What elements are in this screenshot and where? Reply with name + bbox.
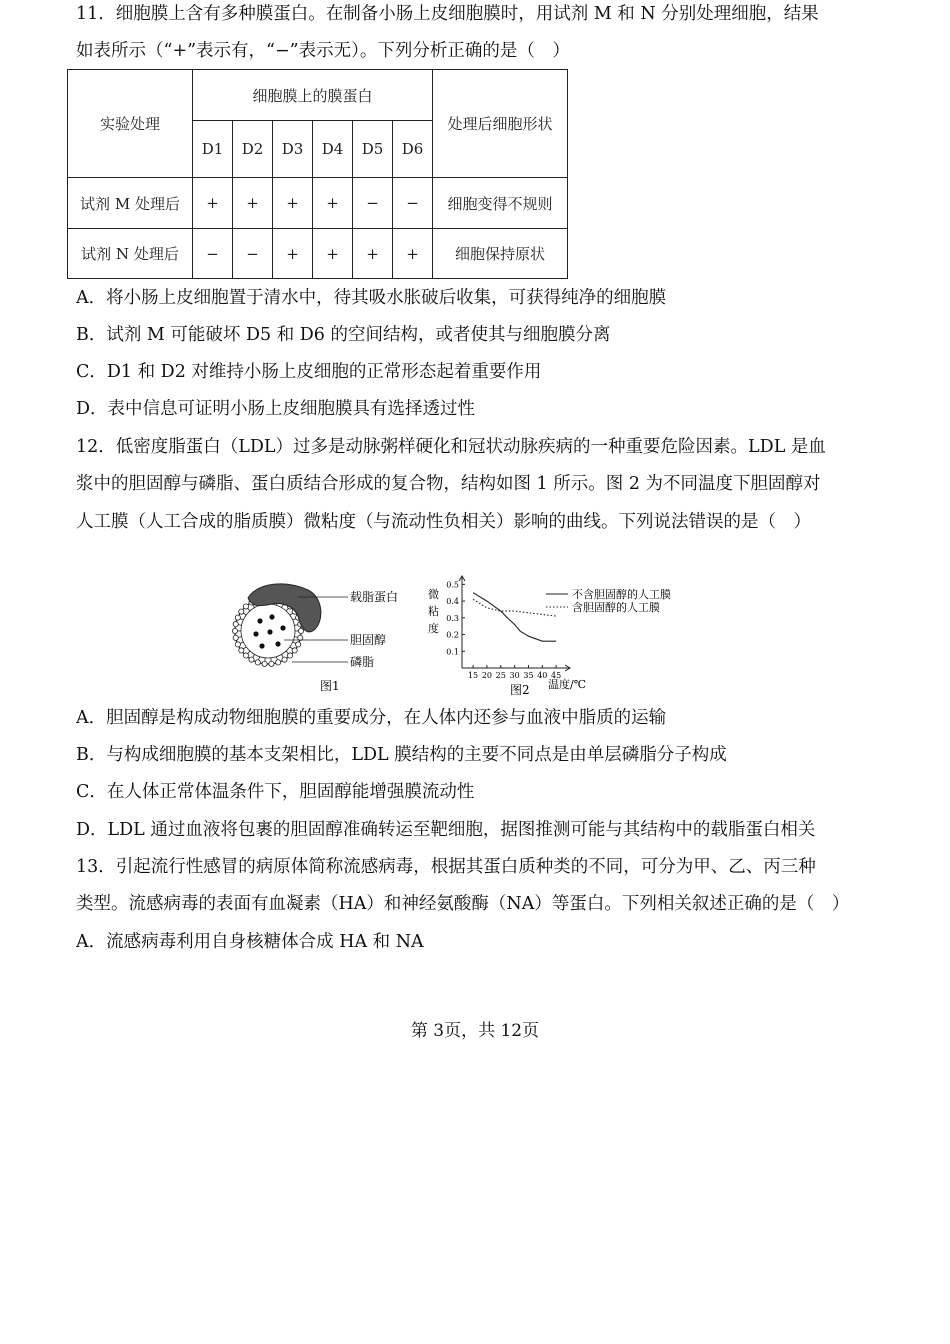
- table-cell: −: [393, 178, 433, 229]
- cholesterol-dot: [269, 614, 274, 619]
- x-tick-label: 35: [523, 671, 534, 680]
- q12-stem-line1: 12．低密度脂蛋白（LDL）过多是动脉粥样硬化和冠状动脉疾病的一种重要危险因素。LDL 是血: [76, 437, 826, 457]
- cholesterol-dot: [253, 631, 258, 636]
- q12-stem-line3: 人工膜（人工合成的脂质膜）微粘度（与流动性负相关）影响的曲线。下列说法错误的是（ ）: [76, 512, 811, 532]
- phospholipid-head: [239, 648, 244, 653]
- x-tick-label: 30: [509, 671, 520, 680]
- q12-stem-line2: 浆中的胆固醇与磷脂、蛋白质结合形成的复合物，结构如图 1 所示。图 2 为不同温度下胆固醇对: [76, 474, 821, 494]
- table-cell: +: [193, 178, 233, 229]
- cholesterol-dot: [267, 629, 272, 634]
- q13-option-a: A．流感病毒利用自身核糖体合成 HA 和 NA: [76, 932, 424, 952]
- phospholipid-head: [296, 642, 301, 647]
- figure2-caption: 图2: [510, 683, 530, 697]
- x-tick-label: 45: [551, 671, 562, 680]
- phospholipid-head: [255, 660, 260, 665]
- phospholipid-head: [298, 628, 303, 633]
- figure1-caption: 图1: [320, 679, 340, 693]
- protein-d2: D2: [233, 121, 273, 178]
- table-cell: +: [313, 178, 353, 229]
- protein-d4: D4: [313, 121, 353, 178]
- q12-option-c: C．在人体正常体温条件下，胆固醇能增强膜流动性: [76, 782, 475, 802]
- cholesterol-dot: [275, 641, 280, 646]
- table-cell: +: [393, 229, 433, 279]
- y-tick-label: 0.4: [446, 597, 459, 607]
- table-row: [68, 178, 568, 229]
- q11-option-a: A．将小肠上皮细胞置于清水中，待其吸水胀破后收集，可获得纯净的细胞膜: [76, 288, 667, 308]
- table-cell: −: [193, 229, 233, 279]
- shape-cell: 细胞变得不规则: [433, 178, 568, 229]
- protein-d5: D5: [353, 121, 393, 178]
- protein-d6: D6: [393, 121, 433, 178]
- phospholipid-head: [262, 661, 267, 666]
- phospholipid-head: [269, 661, 274, 666]
- header-proteins: 细胞膜上的膜蛋白: [193, 70, 433, 121]
- x-tick-label: 20: [481, 671, 493, 680]
- q12-option-a: A．胆固醇是构成动物细胞膜的重要成分，在人体内还参与血液中脂质的运输: [76, 708, 667, 728]
- label-cholesterol: 胆固醇: [350, 633, 387, 647]
- q11-stem-line2: 如表所示（“+”表示有，“−”表示无）。下列分析正确的是（ ）: [76, 41, 570, 61]
- y-label-char: 度: [428, 622, 439, 635]
- header-cell-shape: 处理后细胞形状: [433, 70, 568, 178]
- phospholipid-head: [249, 657, 254, 662]
- table-cell: +: [233, 178, 273, 229]
- phospholipid-head: [282, 657, 287, 662]
- phospholipid-head: [243, 604, 248, 609]
- y-tick-label: 0.5: [446, 580, 459, 590]
- y-tick-label: 0.1: [446, 647, 459, 657]
- table-cell: +: [313, 229, 353, 279]
- x-axis-label: 温度/℃: [548, 678, 587, 691]
- phospholipid-head: [292, 648, 297, 653]
- cholesterol-dot: [257, 618, 262, 623]
- cholesterol-dot: [259, 643, 264, 648]
- protein-d1: D1: [193, 121, 233, 178]
- phospholipid-head: [235, 642, 240, 647]
- table-row: [68, 229, 568, 279]
- phospholipid-head: [233, 622, 238, 627]
- phospholipid-head: [276, 660, 281, 665]
- phospholipid-head: [233, 635, 238, 640]
- y-tick-label: 0.2: [446, 630, 459, 640]
- protein-d3: D3: [273, 121, 313, 178]
- q11-option-d: D．表中信息可证明小肠上皮细胞膜具有选择透过性: [76, 399, 476, 419]
- x-tick-label: 40: [537, 671, 548, 680]
- table-cell: +: [353, 229, 393, 279]
- q11-option-c: C．D1 和 D2 对维持小肠上皮细胞的正常形态起着重要作用: [76, 362, 542, 382]
- phospholipid-head: [287, 653, 292, 658]
- shape-cell: 细胞保持原状: [433, 229, 568, 279]
- row-label: 试剂 M 处理后: [68, 178, 193, 229]
- q11-option-b: B．试剂 M 可能破坏 D5 和 D6 的空间结构，或者使其与细胞膜分离: [76, 325, 611, 345]
- label-apolipoprotein: 载脂蛋白: [350, 590, 399, 604]
- legend-without: 不含胆固醇的人工膜: [572, 588, 671, 601]
- phospholipid-head: [243, 653, 248, 658]
- legend-with: 含胆固醇的人工膜: [572, 601, 660, 614]
- y-tick-label: 0.3: [446, 613, 459, 623]
- y-label-char: 粘: [428, 605, 439, 618]
- header-treatment: 实验处理: [68, 70, 193, 178]
- table-cell: +: [273, 229, 313, 279]
- q11-stem-line1: 11．细胞膜上含有多种膜蛋白。在制备小肠上皮细胞膜时，用试剂 M 和 N 分别处理细胞，结果: [76, 4, 819, 24]
- q11-table: [67, 69, 568, 279]
- phospholipid-head: [232, 628, 237, 633]
- q13-stem-line1: 13．引起流行性感冒的病原体简称流感病毒，根据其蛋白质种类的不同，可分为甲、乙、丙三种: [76, 857, 816, 877]
- q13-stem-line2: 类型。流感病毒的表面有血凝素（HA）和神经氨酸酶（NA）等蛋白。下列相关叙述正确的是（ ）: [76, 894, 850, 914]
- series-line-with-cholesterol: [473, 599, 556, 616]
- viscosity-chart: [428, 576, 671, 697]
- q12-option-d: D．LDL 通过血液将包裹的胆固醇准确转运至靶细胞，据图推测可能与其结构中的载脂蛋白相关: [76, 820, 816, 840]
- table-cell: −: [233, 229, 273, 279]
- page-footer: 第 3页，共 12页: [410, 1021, 540, 1041]
- table-cell: +: [273, 178, 313, 229]
- x-tick-label: 15: [467, 671, 479, 680]
- cholesterol-dot: [280, 625, 285, 630]
- ldl-diagram: [232, 584, 398, 693]
- x-tick-label: 25: [495, 671, 506, 680]
- y-label-char: 微: [428, 588, 439, 601]
- q12-option-b: B．与构成细胞膜的基本支架相比，LDL 膜结构的主要不同点是由单层磷脂分子构成: [76, 745, 727, 765]
- label-phospholipid: 磷脂: [350, 655, 375, 669]
- phospholipid-head: [235, 615, 240, 620]
- row-label: 试剂 N 处理后: [68, 229, 193, 279]
- q12-figures: [228, 566, 671, 697]
- table-cell: −: [353, 178, 393, 229]
- series-line-without-cholesterol: [473, 593, 556, 642]
- phospholipid-head: [239, 609, 244, 614]
